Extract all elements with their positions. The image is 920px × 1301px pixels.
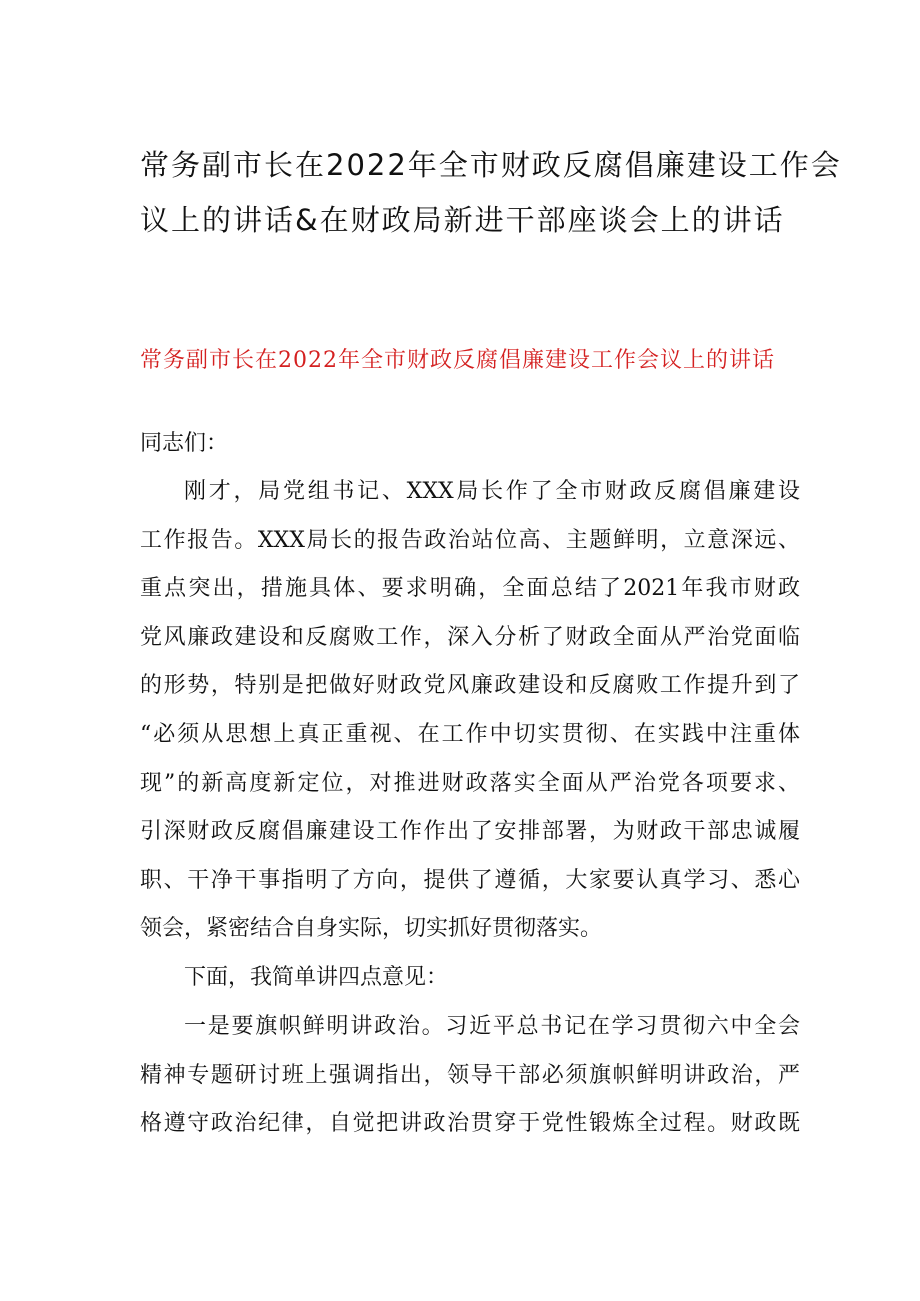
paragraph-line: 党风廉政建设和反腐败工作，深入分析了财政全面从严治党面临 (140, 624, 800, 650)
paragraph-line: 刚才，局党组书记、XXX局长作了全市财政反腐倡廉建设 (184, 479, 800, 504)
document-title-line-2: 议上的讲话&在财政局新进干部座谈会上的讲话 (140, 203, 785, 237)
paragraph-line: 重点突出，措施具体、要求明确，全面总结了2021年我市财政 (140, 576, 800, 602)
paragraph-3 (140, 1003, 800, 1149)
paragraph-line: 领会，紧密结合自身实际，切实抓好贯彻落实。 (140, 916, 603, 942)
paragraph-2 (140, 954, 800, 1003)
paragraph-line: 的形势，特别是把做好财政党风廉政建设和反腐败工作提升到了 (140, 673, 800, 699)
paragraph-line: 一是要旗帜鲜明讲政治。习近平总书记在学习贯彻六中全会 (184, 1014, 800, 1039)
greeting: 同志们： (140, 431, 229, 456)
paragraph-line: 工作报告。XXX局长的报告政治站位高、主题鲜明，立意深远、 (140, 527, 800, 553)
speech-heading: 常务副市长在2022年全市财政反腐倡廉建设工作会议上的讲话 (140, 348, 775, 373)
paragraph-line: 下面，我简单讲四点意见： (184, 965, 449, 990)
document-title-line-1: 常务副市长在2022年全市财政反腐倡廉建设工作会 (140, 148, 842, 182)
paragraph-line: 格遵守政治纪律，自觉把讲政治贯穿于党性锻炼全过程。财政既 (140, 1111, 800, 1137)
paragraph-line: “必须从思想上真正重视、在工作中切实贯彻、在实践中注重体 (140, 721, 800, 747)
paragraph-line: 精神专题研讨班上强调指出，领导干部必须旗帜鲜明讲政治，严 (140, 1062, 800, 1088)
paragraph-line: 引深财政反腐倡廉建设工作作出了安排部署，为财政干部忠诚履 (140, 819, 800, 845)
paragraph-1 (140, 468, 800, 954)
paragraph-line: 职、干净干事指明了方向，提供了遵循，大家要认真学习、悉心 (140, 867, 800, 893)
paragraph-line: 现”的新高度新定位，对推进财政落实全面从严治党各项要求、 (140, 770, 800, 796)
